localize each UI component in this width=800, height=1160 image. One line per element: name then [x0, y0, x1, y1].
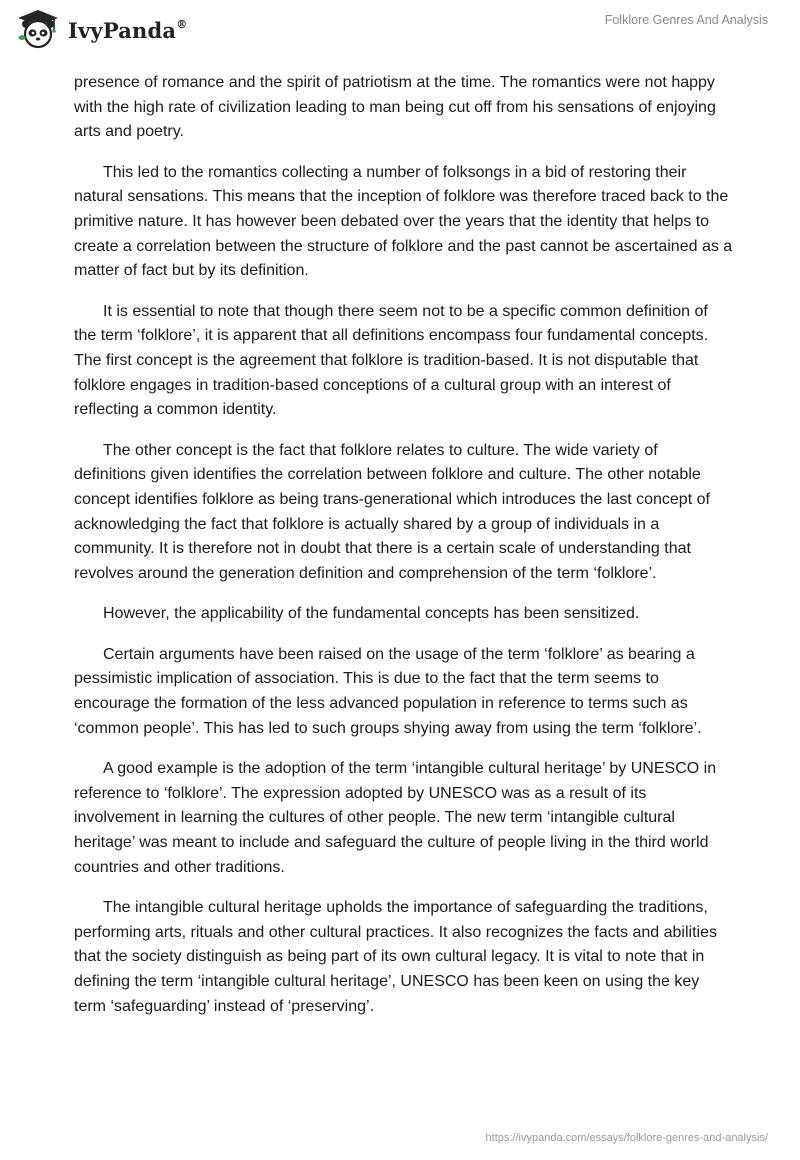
paragraph: The other concept is the fact that folklore relates to culture. The wide variety of definitions given identifies the correlation between folklore and culture. The other notable concept identifies folklore as being trans-generational which introduces the last concept of acknowledging the fact that folklore is actually shared by a group of individuals in a community. It is therefore not in doubt that there is a certain scale of understanding that revolves around the generation definition and comprehension of the term ‘folklore’. — [74, 441, 710, 582]
paragraph: The intangible cultural heritage upholds the importance of safeguarding the traditions, performing arts, rituals and other cultural practices. It also recognizes the facts and abilities that the society distinguish as being part of its own cultural legacy. It is vital to note that in defining the term ‘intangible cultural heritage’, UNESCO has been keen on using the key term ‘safeguarding’ instead of ‘preserving’. — [74, 899, 717, 1015]
panda-logo-icon — [14, 8, 62, 50]
paragraph: Certain arguments have been raised on the usage of the term ‘folklore’ as bearing a pessimistic implication of association. This is due to the fact that the term seems to encourage the formation of the less advanced population in reference to terms such as ‘common people’. This has led to such groups shying away from using the term ‘folklore’. — [74, 645, 702, 737]
logo[interactable] — [14, 8, 187, 50]
brand-name: IvyPanda® — [68, 17, 188, 43]
paragraph: It is essential to note that though there seem not to be a specific common definition of the term ‘folklore’, it is apparent that all definitions encompass four fundamental concepts. The first concept is the agreement that folklore is tradition-based. It is not disputable that folklore engages in tradition-based conceptions of a cultural group with an interest of reflecting a common identity. — [74, 302, 709, 419]
document-title: Folklore Genres And Analysis — [604, 13, 768, 27]
paragraph: presence of romance and the spirit of patriotism at the time. The romantics were not happy with the high rate of civilization leading to man being cut off from his sensations of enjoying arts and poetry. — [74, 74, 716, 141]
paragraph: A good example is the adoption of the term ‘intangible cultural heritage’ by UNESCO in reference to ‘folklore’. The expression adopted by UNESCO was as a result of its involvement in learning the cultures of other people. The new term ‘intangible cultural heritage’ was meant to include and safeguard the culture of people living in the third world countries and other traditions. — [74, 760, 717, 876]
paragraph: However, the applicability of the fundamental concepts has been sensitized. — [103, 605, 640, 623]
page-header — [0, 0, 800, 60]
source-url[interactable]: https://ivypanda.com/essays/folklore-genres-and-analysis/ — [485, 1132, 768, 1144]
paragraph: This led to the romantics collecting a number of folksongs in a bid of restoring their natural sensations. This means that the inception of folklore was therefore traced back to the primitive nature. It has however been debated over the years that the identity that helps to create a correlation between the structure of folklore and the past cannot be ascertained as a matter of fact but by its definition. — [74, 163, 733, 280]
essay-body — [74, 71, 734, 1035]
